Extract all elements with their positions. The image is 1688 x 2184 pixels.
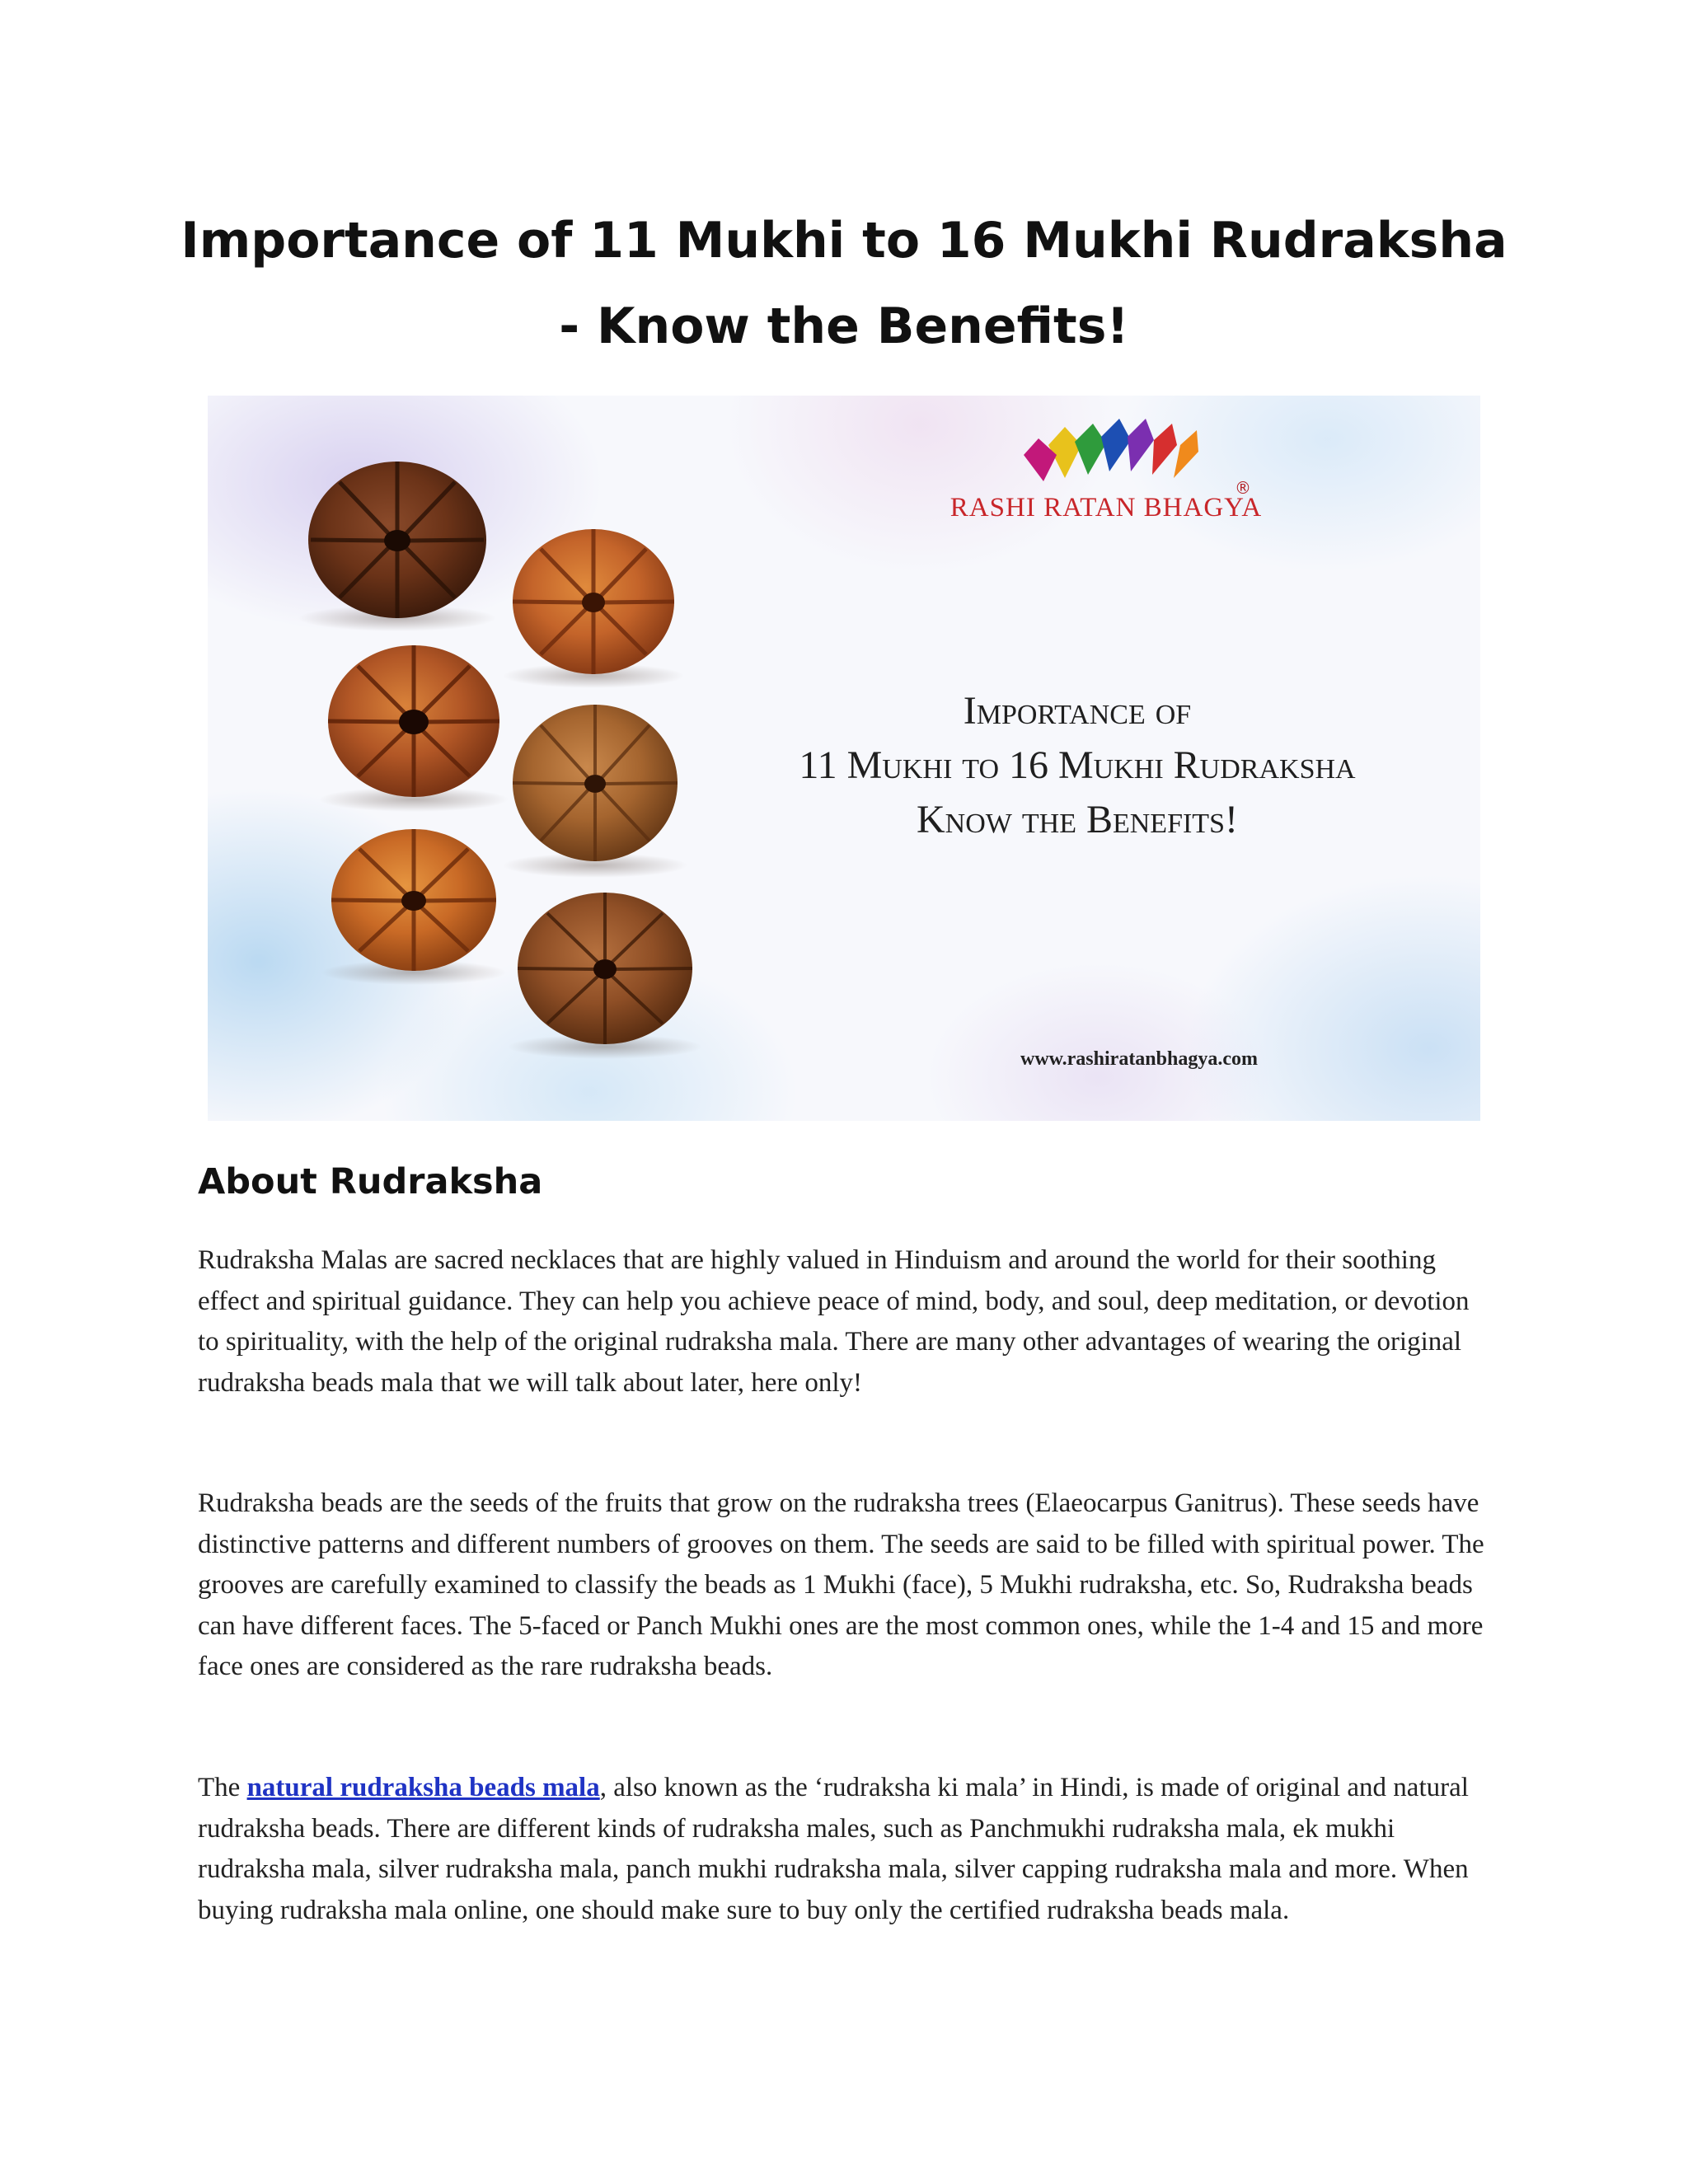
banner-headline: [719, 684, 1436, 847]
paragraph: Rudraksha beads are the seeds of the fruits that grow on the rudraksha trees (Elaeocarpus Ganitrus). These seeds have distinctive patterns and different numbers of grooves on them. The seeds are said to be filled with spiritual power. The grooves are carefully examined to classify the beads as 1 Mukhi (face), 5 Mukhi rudraksha, etc. So, Rudraksha beads can have different faces. The 5-faced or Panch Mukhi ones are the most common ones, while the 1-4 and 15 and more face ones are considered as the rare rudraksha beads.: [198, 1488, 1484, 1681]
rudraksha-bead-icon: [508, 893, 702, 1059]
banner-headline-line: 11 Mukhi to 16 Mukhi Rudraksha: [799, 743, 1356, 787]
banner-image: [208, 396, 1480, 1121]
banner-headline-line: Know the Benefits!: [917, 798, 1238, 841]
rudraksha-bead-icon: [319, 645, 509, 812]
brand-name: RASHI RATAN BHAGYA: [950, 493, 1263, 523]
rudraksha-bead-icon: [503, 705, 687, 878]
paragraph-text: The: [198, 1773, 247, 1802]
rudraksha-bead-icon: [503, 529, 684, 688]
paragraph-text: , also known as the ‘rudraksha ki mala’ in Hindi, is made of original and natural rudraksha beads. There are different kinds of rudraksha males, such as Panchmukhi rudraksha mala, ek mukhi rudraksha mala, silver rudraksha mala, panch mukhi rudraksha mala, silver capping rudraksha mala and more. When buying rudraksha mala online, one should make sure to buy only the certified rudraksha beads mala.: [198, 1773, 1469, 1925]
brand-logo-icon: [1024, 419, 1198, 481]
rudraksha-bead-icon: [321, 829, 506, 985]
rudraksha-bead-icon: [298, 462, 496, 631]
banner-website: www.rashiratanbhagya.com: [1020, 1048, 1258, 1070]
registered-mark: ®: [1235, 478, 1251, 498]
paragraph: [198, 1768, 1496, 1931]
natural-rudraksha-mala-link[interactable]: natural rudraksha beads mala: [246, 1773, 600, 1802]
paragraph: Rudraksha Malas are sacred necklaces that are highly valued in Hinduism and around the world for their soothing effect and spiritual guidance. They can help you achieve peace of mind, body, and soul, deep meditation, or devotion to spirituality, with the help of the original rudraksha mala. There are many other advantages of wearing the original rudraksha beads mala that we will talk about later, here only!: [198, 1245, 1470, 1398]
banner-headline-line: Importance of: [963, 689, 1192, 733]
section-heading: About Rudraksha: [198, 1161, 543, 1202]
page-title: Importance of 11 Mukhi to 16 Mukhi Rudraksha - Know the Benefits!: [181, 212, 1507, 355]
